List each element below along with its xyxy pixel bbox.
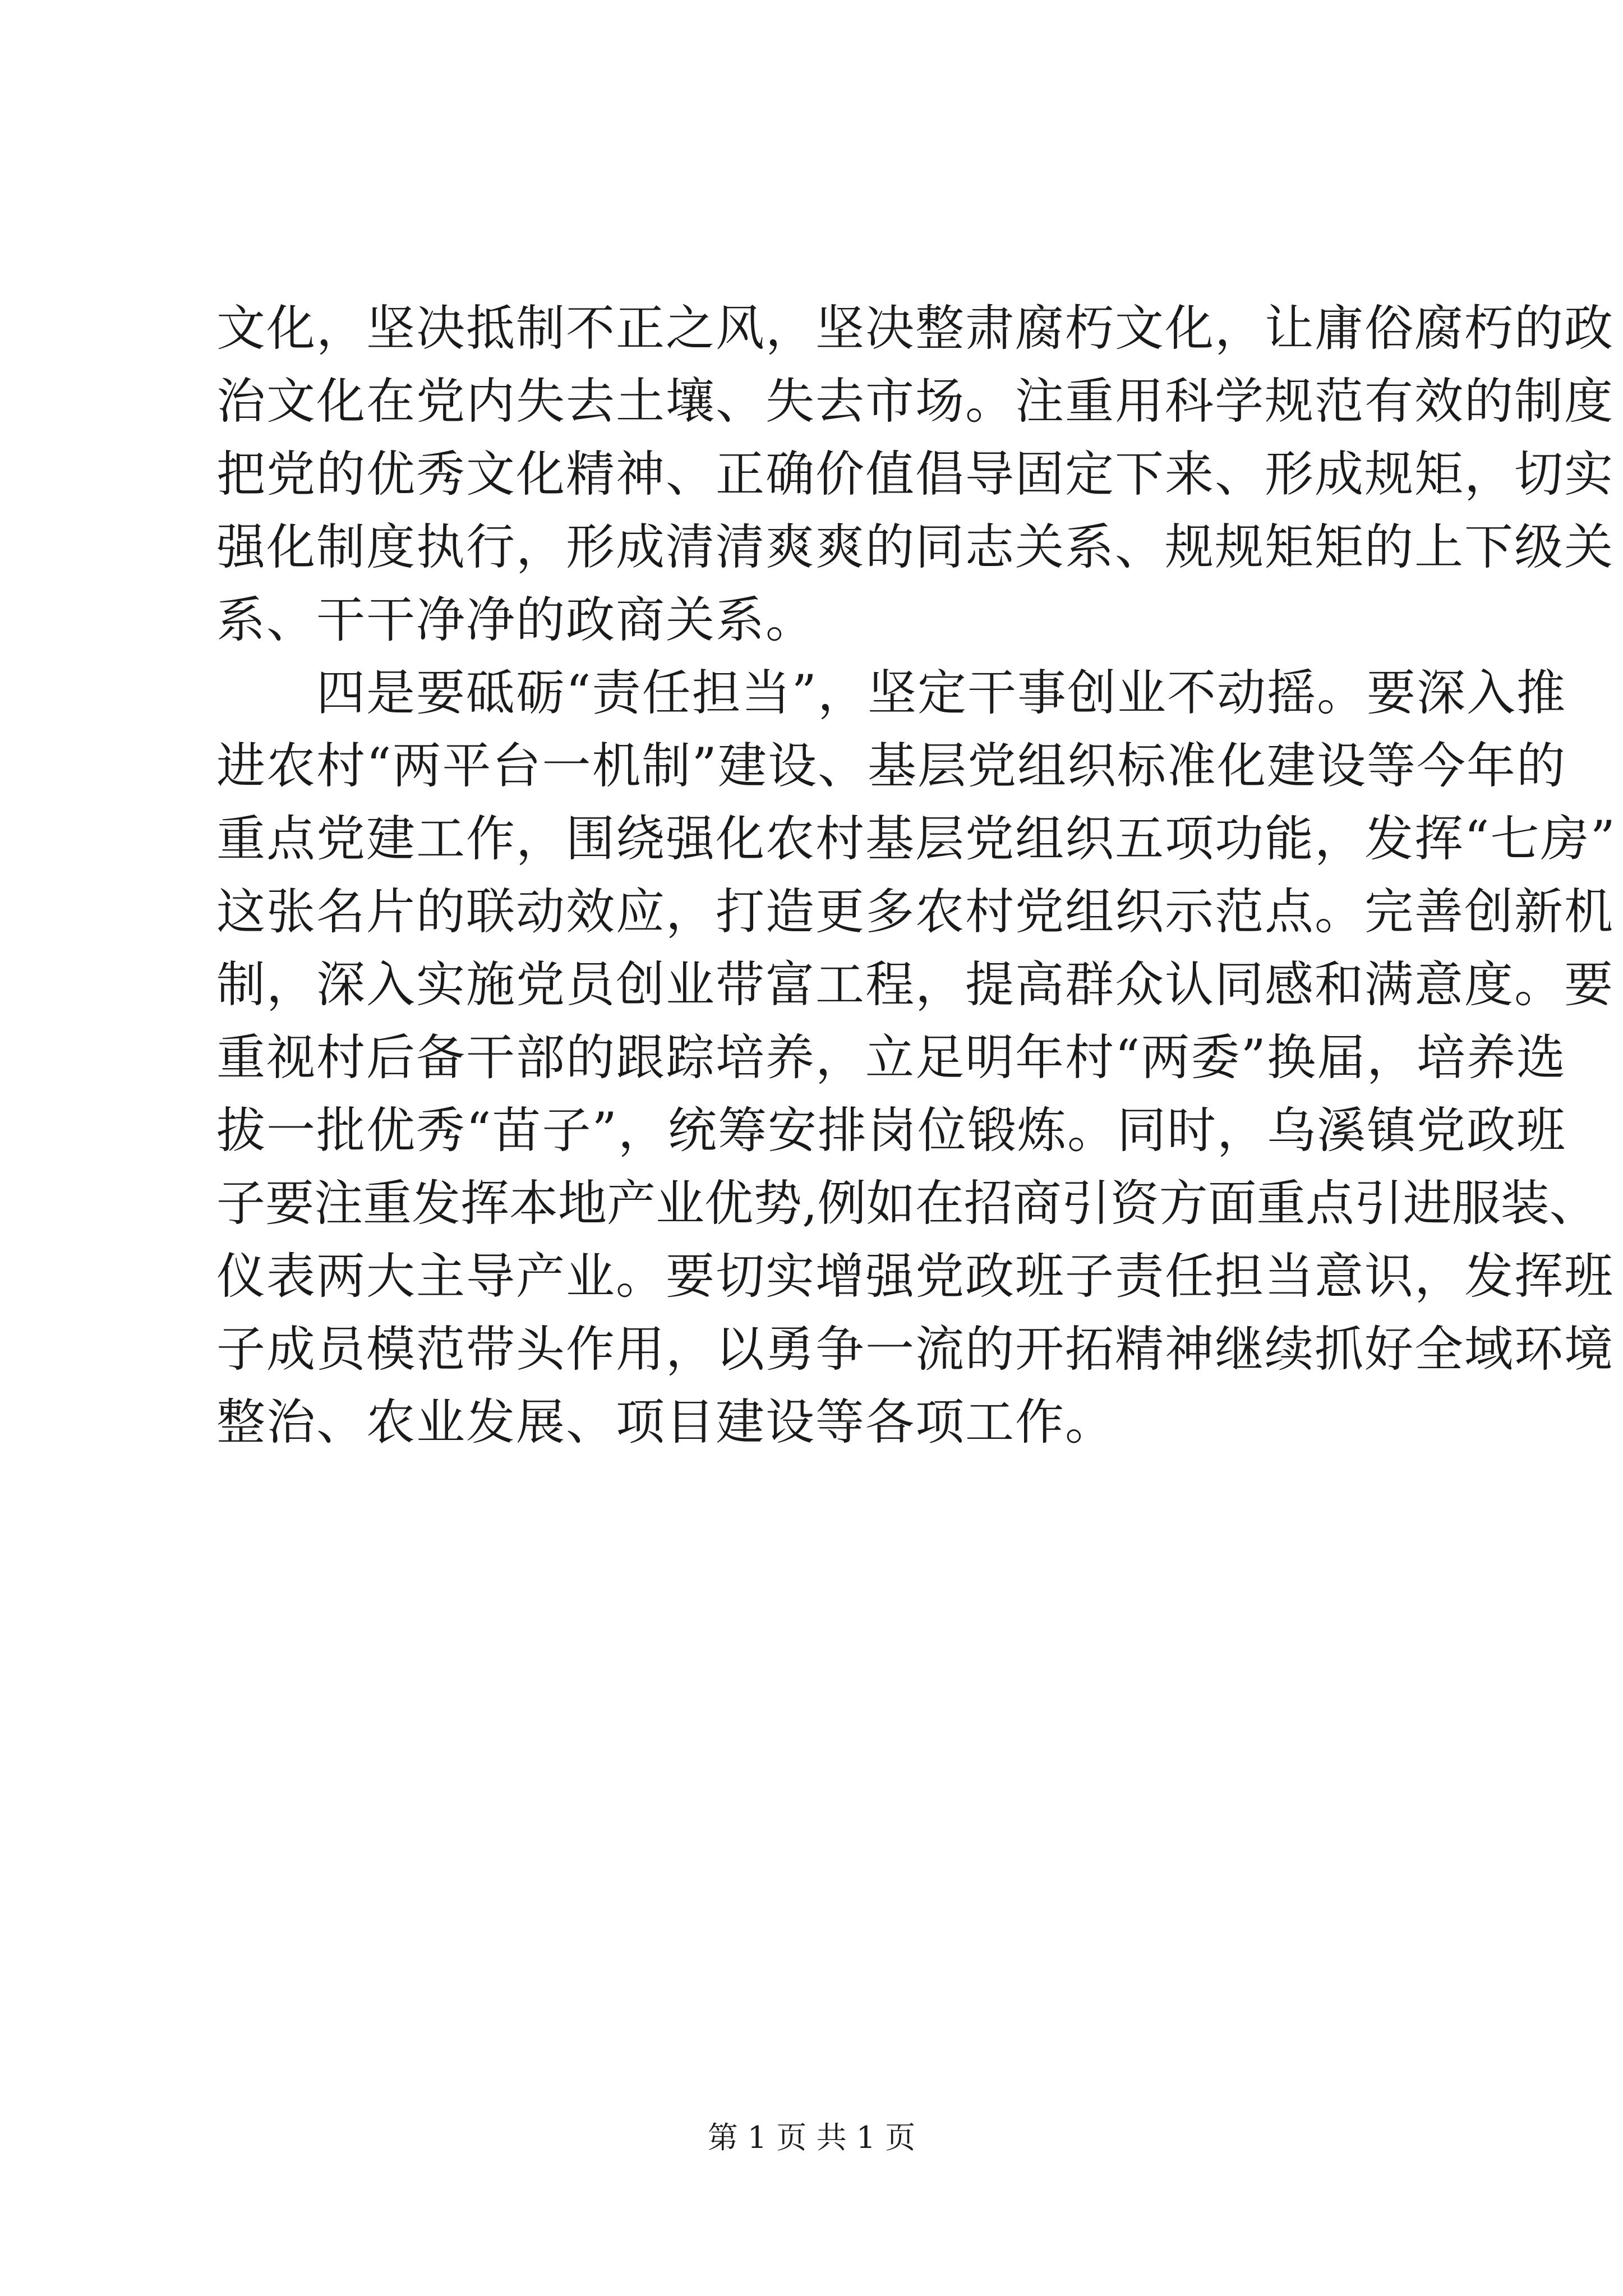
text-line: 子成员模范带头作用，以勇争一流的开拓精神继续抓好全域环境	[216, 1320, 1614, 1378]
document-body	[216, 292, 1616, 1458]
text-line: 强化制度执行，形成清清爽爽的同志关系、规规矩矩的上下级关	[216, 518, 1614, 576]
text-line: 进农村“两平台一机制”建设、基层党组织标准化建设等今年的	[216, 737, 1566, 794]
text-line: 这张名片的联动效应，打造更多农村党组织示范点。完善创新机	[216, 883, 1614, 940]
text-line: 文化，坚决抵制不正之风，坚决整肃腐朽文化，让庸俗腐朽的政	[216, 300, 1614, 357]
text-line: 系、干干净净的政商关系。	[216, 591, 815, 648]
text-line: 整治、农业发展、项目建设等各项工作。	[216, 1393, 1115, 1451]
paragraph-first-line: 四是要砥砺“责任担当”，坚定干事创业不动摇。要深入推	[316, 664, 1566, 721]
text-line: 治文化在党内失去土壤、失去市场。注重用科学规范有效的制度	[216, 372, 1614, 430]
text-line: 仪表两大主导产业。要切实增强党政班子责任担当意识，发挥班	[216, 1248, 1614, 1305]
text-line: 把党的优秀文化精神、正确价值倡导固定下来、形成规矩，切实	[216, 445, 1614, 503]
text-line: 制，深入实施党员创业带富工程，提高群众认同感和满意度。要	[216, 956, 1614, 1013]
page-number-footer: 第 1 页 共 1 页	[707, 2120, 916, 2155]
text-line: 拔一批优秀“苗子”，统筹安排岗位锻炼。同时，乌溪镇党政班	[216, 1102, 1566, 1159]
text-line: 子要注重发挥本地产业优势,例如在招商引资方面重点引进服装、	[216, 1175, 1598, 1232]
text-line: 重视村后备干部的跟踪培养，立足明年村“两委”换届，培养选	[216, 1029, 1566, 1086]
text-line: 重点党建工作，围绕强化农村基层党组织五项功能，发挥“七房”	[216, 810, 1616, 867]
